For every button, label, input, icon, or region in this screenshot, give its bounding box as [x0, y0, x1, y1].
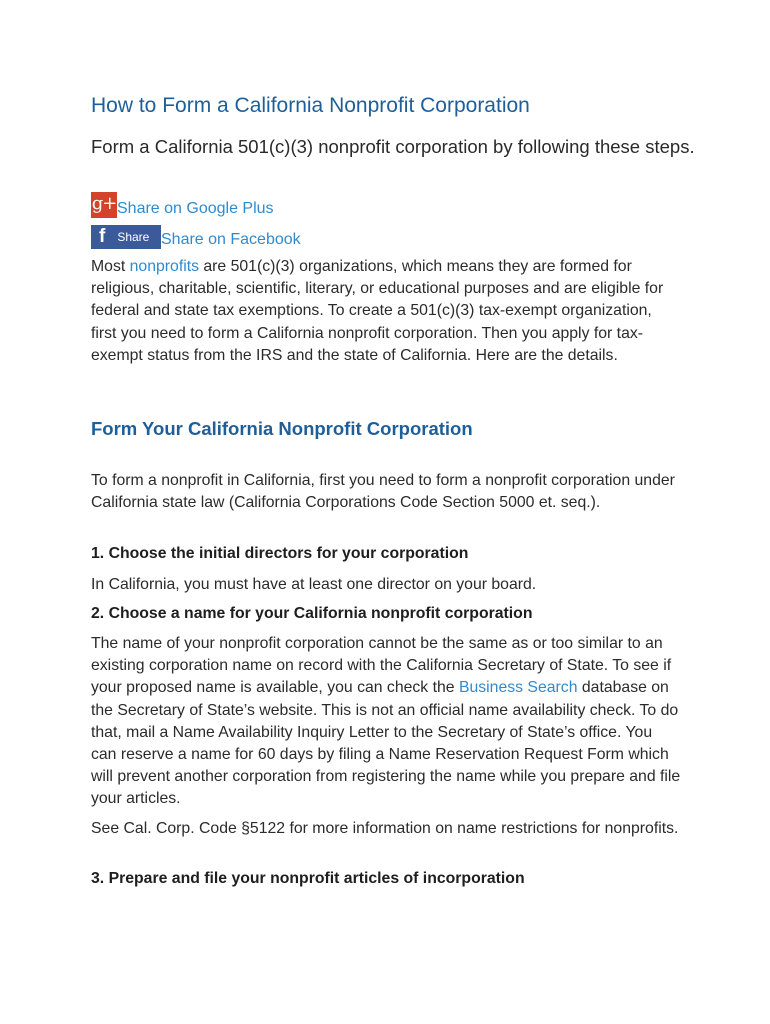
facebook-share-button[interactable]	[91, 225, 161, 249]
step-1-text: In California, you must have at least one director on your board.	[91, 576, 537, 593]
step-3-heading: 3. Prepare and file your nonprofit articles of incorporation	[91, 870, 525, 887]
intro-text-start: Most	[91, 258, 130, 275]
intro-text-rest: are 501(c)(3) organizations, which means they are formed for religious, charitable, scientific, literary, or educational purposes and are eligible for federal and state tax exemptions. To create a 501(c)(3) tax-exempt organization, first you need to form a California nonprofit corporation. Then you apply for tax-exempt status from the IRS and the state of California. Here are the details.	[91, 258, 664, 364]
step-2-text-rest: database on the Secretary of State’s website. This is not an official name availability check. To do that, mail a Name Availability Inquiry Letter to the Secretary of State’s office. You can reserve a name for 60 days by filing a Name Reservation Request Form which will prevent another corporation from registering the name while you prepare and file your articles.	[91, 679, 681, 808]
step-2-paragraph	[91, 633, 681, 811]
page-subtitle: Form a California 501(c)(3) nonprofit corporation by following these steps.	[91, 136, 695, 157]
share-google-plus-link[interactable]: Share on Google Plus	[117, 200, 274, 217]
step-2-note: See Cal. Corp. Code §5122 for more information on name restrictions for nonprofits.	[91, 820, 679, 837]
nonprofits-link[interactable]: nonprofits	[129, 258, 199, 275]
google-plus-icon[interactable]: g+	[91, 192, 117, 218]
page-title: How to Form a California Nonprofit Corporation	[91, 94, 530, 117]
facebook-share-button-label: Share	[117, 230, 150, 244]
share-google-plus[interactable]	[91, 192, 274, 218]
step-2-text-start: The name of your nonprofit corporation cannot be the same as or too similar to an existing corporation name on record with the California Secretary of State. To see if your proposed name is available, you can check the	[91, 635, 672, 697]
section-heading: Form Your California Nonprofit Corporation	[91, 418, 473, 439]
step-1-heading: 1. Choose the initial directors for your corporation	[91, 545, 469, 562]
business-search-link[interactable]: Business Search	[458, 679, 578, 697]
section-intro-paragraph: To form a nonprofit in California, first you need to form a nonprofit corporation under California state law (California Corporations Code Section 5000 et. seq.).	[91, 472, 675, 512]
facebook-icon: f	[99, 226, 106, 247]
intro-paragraph	[91, 256, 681, 367]
share-facebook[interactable]	[91, 225, 301, 249]
share-facebook-link[interactable]: Share on Facebook	[161, 231, 301, 248]
step-2-heading: 2. Choose a name for your California nonprofit corporation	[91, 605, 533, 622]
